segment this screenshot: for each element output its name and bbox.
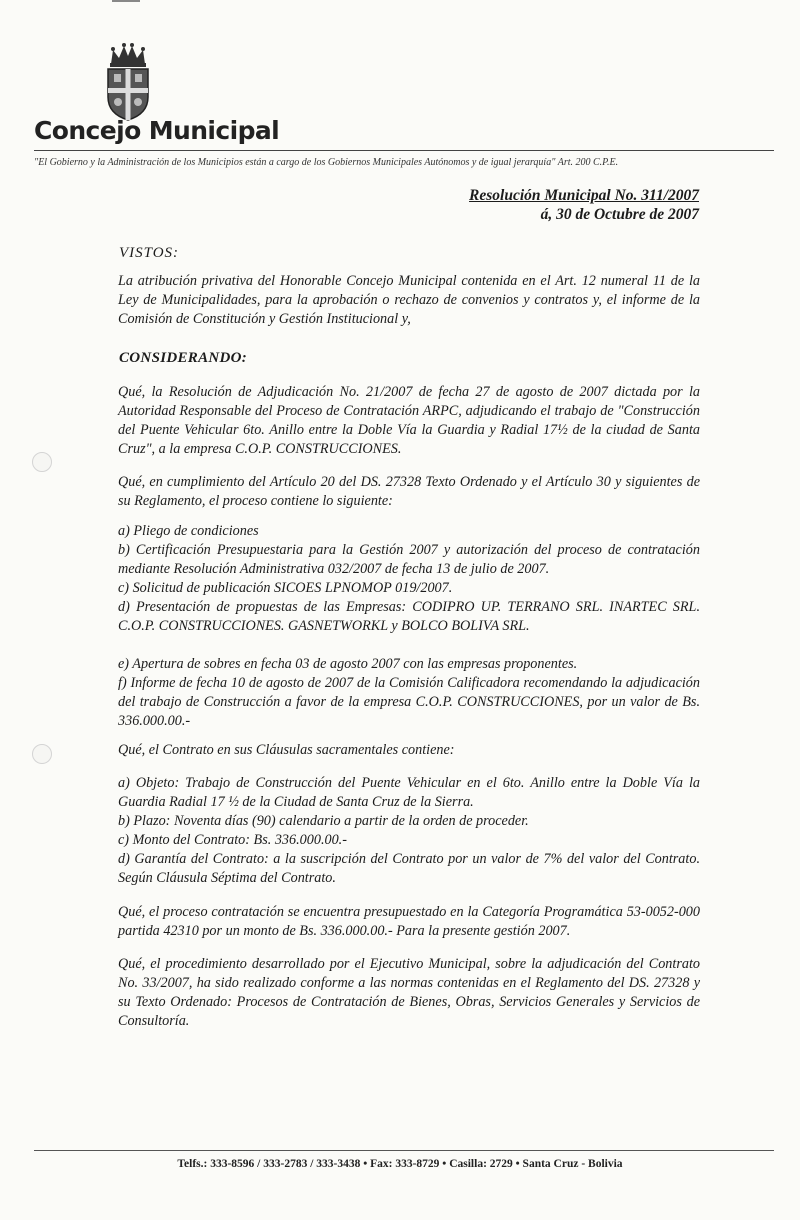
considerando-paragraph-3: Qué, el Contrato en sus Cláusulas sacramentales contiene:	[118, 742, 455, 758]
list-item: c) Solicitud de publicación SICOES LPNOMOP 019/2007.	[118, 580, 453, 596]
considerando-paragraph-1: Qué, la Resolución de Adjudicación No. 21/2007 de fecha 27 de agosto de 2007 dictada por la Autoridad Responsable del Proceso de Contratación ARPC, adjudicando el trabajo de "Construcción del Puente Vehicular 6to. Anillo entre la Doble Vía la Guardia y Radial 17½ de la ciudad de Santa Cruz", a la empresa C.O.P. CONSTRUCCIONES.	[118, 384, 700, 457]
footer-contact: Telfs.: 333-8596 / 333-2783 / 333-3438 • Fax: 333-8729 • Casilla: 2729 • Santa Cruz - Bolivia	[177, 1158, 623, 1170]
list-item: a) Pliego de condiciones	[118, 523, 259, 539]
considerando-paragraph-2: Qué, en cumplimiento del Artículo 20 del DS. 27328 Texto Ordenado y el Artículo 30 y siguientes de su Reglamento, el proceso contiene lo siguiente:	[118, 474, 700, 509]
organization-name: Concejo Municipal	[34, 116, 280, 145]
considerando-paragraph-5: Qué, el procedimiento desarrollado por el Ejecutivo Municipal, sobre la adjudicación del Contrato No. 33/2007, ha sido realizado conforme a las normas contenidas en el Reglamento del DS. 27328 y su Texto Ordenado: Procesos de Contratación de Bienes, Obras, Servicios Generales y Servicios de Consultoría.	[118, 956, 700, 1029]
vistos-paragraph: La atribución privativa del Honorable Concejo Municipal contenida en el Art. 12 numeral 11 de la Ley de Municipalidades, para la aprobación o rechazo de convenios y contratos y, el informe de la Comisión de Constitución y Gestión Institucional y,	[118, 273, 700, 327]
scan-mark	[112, 0, 140, 2]
list-item: a) Objeto: Trabajo de Construcción del Puente Vehicular en el 6to. Anillo entre la Doble Vía la Guardia Radial 17 ½ de la Ciudad de Santa Cruz de la Sierra.	[118, 775, 700, 810]
header-motto: "El Gobierno y la Administración de los Municipios están a cargo de los Gobiernos Municipales Autónomos y de igual jerarquía" Art. 200 C.P.E.	[34, 157, 619, 168]
resolution-number: Resolución Municipal No. 311/2007	[469, 187, 699, 204]
vistos-heading: VISTOS:	[119, 245, 180, 261]
list-item: b) Plazo: Noventa días (90) calendario a partir de la orden de proceder.	[118, 813, 529, 829]
municipal-crest-icon	[103, 42, 153, 122]
list-item: d) Garantía del Contrato: a la suscripción del Contrato por un valor de 7% del valor del Contrato. Según Cláusula Séptima del Contrato.	[118, 851, 700, 886]
list-item: b) Certificación Presupuestaria para la Gestión 2007 y autorización del proceso de contratación mediante Resolución Administrativa 032/2007 de fecha 13 de julio de 2007.	[118, 542, 700, 577]
considerando-paragraph-4: Qué, el proceso contratación se encuentra presupuestado en la Categoría Programática 53-0052-000 partida 42310 por un monto de Bs. 336.000.00.- Para la presente gestión 2007.	[118, 904, 700, 939]
binder-hole	[32, 452, 52, 472]
list-item: e) Apertura de sobres en fecha 03 de agosto 2007 con las empresas proponentes.	[118, 656, 578, 672]
list-item: c) Monto del Contrato: Bs. 336.000.00.-	[118, 832, 347, 848]
binder-hole	[32, 744, 52, 764]
header-divider	[34, 150, 774, 151]
resolution-date: á, 30 de Octubre de 2007	[540, 206, 699, 223]
footer-divider	[34, 1150, 774, 1151]
list-item: d) Presentación de propuestas de las Empresas: CODIPRO UP. TERRANO SRL. INARTEC SRL. C.O.P. CONSTRUCCIONES. GASNETWORKL y BOLCO BOLIVA SRL.	[118, 599, 700, 634]
list-item: f) Informe de fecha 10 de agosto de 2007 de la Comisión Calificadora recomendando la adjudicación del trabajo de Construcción a favor de la empresa C.O.P. CONSTRUCCIONES, por un valor de Bs. 336.000.00.-	[118, 675, 700, 729]
considerando-heading: CONSIDERANDO:	[119, 350, 248, 366]
